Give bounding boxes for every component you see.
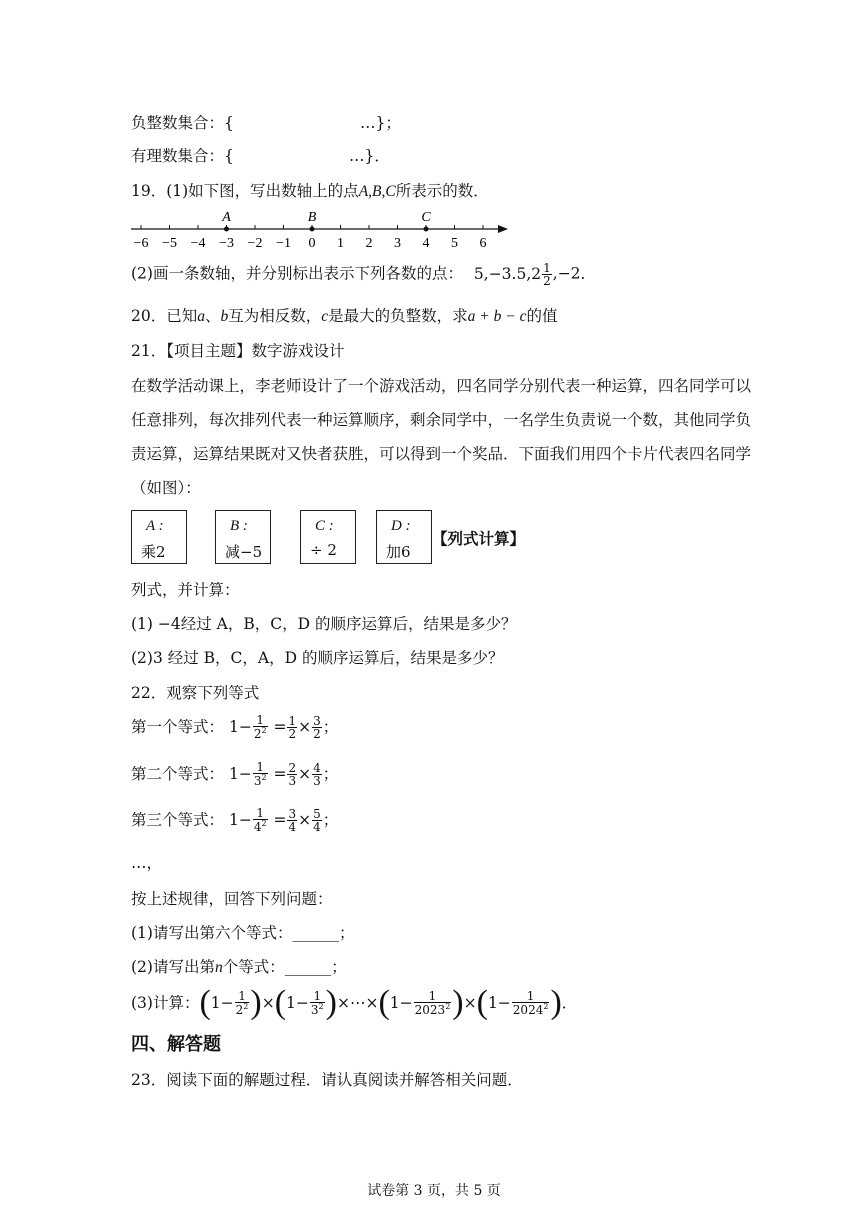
q23-text: 23．阅读下面的解题过程．请认真阅读并解答相关问题．	[131, 1071, 523, 1089]
number-line-tick-label: 6	[479, 236, 487, 251]
q22-title: 22．观察下列等式	[131, 684, 260, 702]
number-line-point-b	[310, 227, 315, 232]
number-line-tick-label: 3	[394, 236, 401, 251]
number-line-tick-label: 1	[337, 236, 344, 251]
page-footer: 试卷第 3 页，共 5 页	[367, 1183, 501, 1199]
number-line-point-label: B	[307, 210, 317, 225]
number-line-tick-label: 4	[422, 236, 430, 251]
q21-sub1: (1) −4经过 A，B，C，D 的顺序运算后，结果是多少？	[131, 615, 517, 633]
number-line-tick-label: −5	[162, 236, 177, 251]
neg-int-set-label: 负整数集合：{	[131, 114, 234, 132]
number-line-tick-label: 0	[308, 236, 316, 251]
q22-equation-1: 第一个等式： 1− $\frac{1}{2^2}$ = $\frac{1}{2}$ × $\frac{3}{2}$ ；	[131, 713, 339, 741]
q20-text: 20．已知a、b互为相反数，c是最大的负整数，求a + b − c的值	[131, 307, 558, 325]
rational-set-end: …}．	[349, 147, 390, 165]
neg-int-set-end: …}；	[360, 114, 401, 132]
q22-sub3: (3)计算：(1− $\frac{1}{2^2}$ )×(1− $\frac{1}{3^2}$ )×⋯×(1− $\frac{1}{2023^2}$ )×(1− $\frac{1}{2024^2}$ )．	[131, 984, 578, 1021]
q21-para-1: 在数学活动课上，李老师设计了一个游戏活动，四名同学分别代表一种运算，四名同学可以	[131, 377, 752, 395]
q22-ellipsis: …，	[131, 854, 163, 872]
number-line-point-a	[224, 227, 229, 232]
q22-equation-2: 第二个等式： 1− $\frac{1}{3^2}$ = $\frac{2}{3}$ × $\frac{4}{3}$ ；	[131, 760, 339, 788]
number-line-tick-label: −6	[133, 236, 149, 251]
q19-part1: 19．(1)如下图，写出数轴上的点A,B,C所表示的数．	[131, 182, 489, 200]
card-d: D : 加6	[376, 510, 432, 564]
q22-instruction: 按上述规律，回答下列问题：	[131, 890, 333, 908]
rational-set-label: 有理数集合：{	[131, 147, 234, 165]
number-line-point-c	[424, 227, 429, 232]
number-line-tick-label: 5	[451, 236, 458, 251]
number-line-point-label: C	[421, 210, 431, 225]
q21-para-4: （如图）：	[131, 479, 201, 497]
q21-section-label: 【列式计算】	[432, 529, 526, 548]
q22-sub2: (2)请写出第n个等式：______；	[131, 958, 347, 976]
q21-title: 21．【项目主题】数字游戏设计	[131, 342, 345, 360]
number-line-tick-label: 2	[365, 236, 373, 251]
card-a: A : 乘2	[131, 510, 187, 564]
q19-part2: (2)画一条数轴，并分别标出表示下列各数的点： 5,−3.5,2 $\frac{1}{2}$ ,−2．	[131, 261, 597, 288]
q22-equation-3: 第三个等式： 1− $\frac{1}{4^2}$ = $\frac{3}{4}$ × $\frac{5}{4}$ ；	[131, 806, 339, 834]
number-line	[125, 203, 515, 253]
q21-para-2: 任意排列，每次排列代表一种运算顺序，剩余同学中，一名学生负责说一个数，其他同学负	[131, 411, 752, 429]
mixed-fraction: $\frac{1}{2}$	[543, 261, 551, 288]
q22-sub1: (1)请写出第六个等式：______；	[131, 924, 355, 942]
card-c: C : ÷ 2	[300, 510, 356, 564]
number-line-tick-label: −4	[190, 236, 206, 251]
q21-instruction: 列式，并计算：	[131, 581, 240, 599]
number-line-point-label: A	[222, 210, 231, 225]
number-line-tick-label: −1	[276, 236, 291, 251]
q21-sub2: (2)3 经过 B，C，A，D 的顺序运算后，结果是多少？	[131, 649, 504, 667]
card-b: B : 减−5	[215, 510, 271, 564]
number-line-arrow	[498, 225, 508, 233]
q21-para-3: 责运算，运算结果既对又快者获胜，可以得到一个奖品．下面我们用四个卡片代表四名同学	[131, 445, 752, 463]
number-line-tick-label: −2	[247, 236, 263, 251]
number-line-tick-label: −3	[219, 236, 234, 251]
section-heading: 四、解答题	[131, 1034, 221, 1055]
